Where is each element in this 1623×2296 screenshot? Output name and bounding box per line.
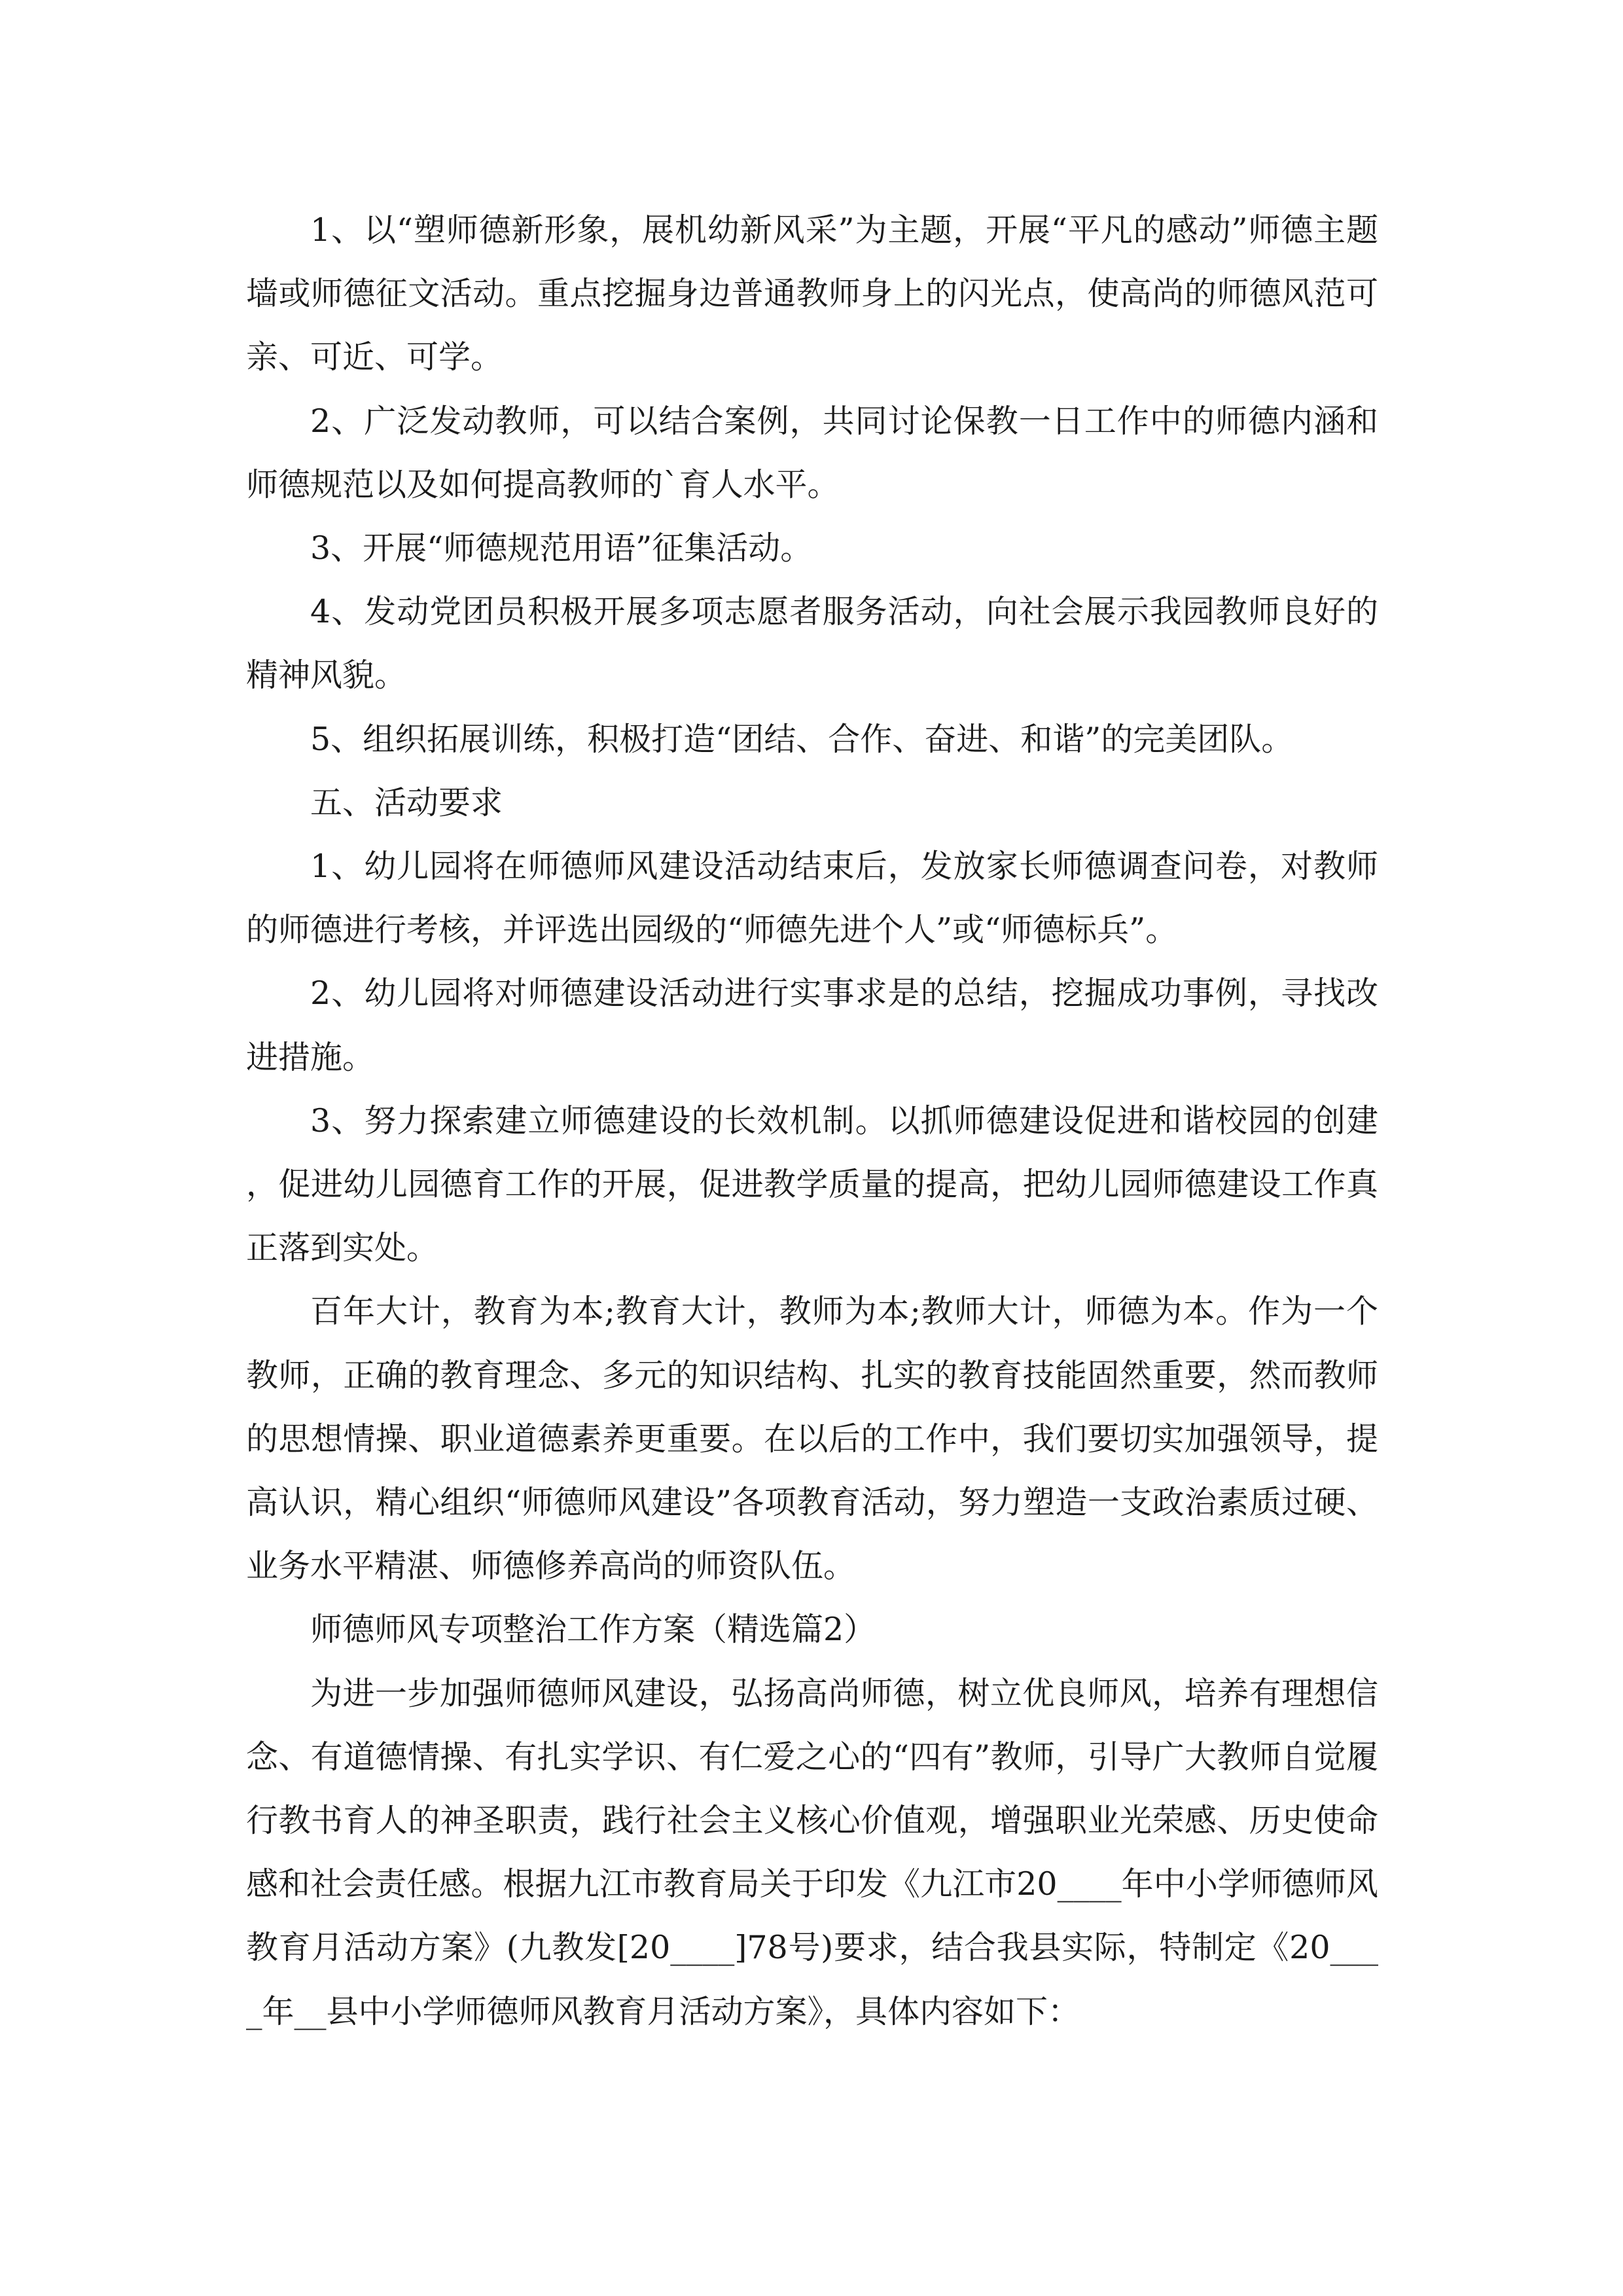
paragraph-requirement-2: 2、幼儿园将对师德建设活动进行实事求是的总结，挖掘成功事例，寻找改进措施。	[246, 975, 1378, 1076]
section-heading-requirements: 五、活动要求	[310, 783, 503, 821]
paragraph-activity-3: 3、开展“师德规范用语”征集活动。	[310, 529, 813, 567]
paragraph-plan-intro: 为进一步加强师德师风建设，弘扬高尚师德，树立优良师风，培养有理想信念、有道德情操、有扎实学识、有仁爱之心的“四有”教师，引导广大教师自觉履行教书育人的神圣职责，践行社会主义核心价值观，增强职业光荣感、历史使命感和社会责任感。根据九江市教育局关于印发《九江市20____年中小学师德师风教育月活动方案》(九教发[20____]78号)要求，结合我县实际，特制定《20____年__县中小学师德师风教育月活动方案》，具体内容如下：	[246, 1674, 1378, 2030]
plan-title-part-2: 师德师风专项整治工作方案（精选篇2）	[310, 1611, 876, 1649]
paragraph-conclusion: 百年大计，教育为本;教育大计，教师为本;教师大计，师德为本。作为一个教师，正确的教育理念、多元的知识结构、扎实的教育技能固然重要，然而教师的思想情操、职业道德素养更重要。在以后的工作中，我们要切实加强领导，提高认识，精心组织“师德师风建设”各项教育活动，努力塑造一支政治素质过硬、业务水平精湛、师德修养高尚的师资队伍。	[246, 1293, 1378, 1585]
paragraph-requirement-3: 3、努力探索建立师德建设的长效机制。以抓师德建设促进和谐校园的创建，促进幼儿园德育工作的开展，促进教学质量的提高，把幼儿园师德建设工作真正落到实处。	[246, 1102, 1378, 1267]
paragraph-activity-2: 2、广泛发动教师，可以结合案例，共同讨论保教一日工作中的师德内涵和师德规范以及如何提高教师的`育人水平。	[246, 402, 1378, 503]
paragraph-activity-5: 5、组织拓展训练，积极打造“团结、合作、奋进、和谐”的完美团队。	[310, 720, 1294, 758]
document-body	[246, 198, 1378, 2043]
paragraph-activity-1: 1、以“塑师德新形象，展机幼新风采”为主题，开展“平凡的感动”师德主题墙或师德征文活动。重点挖掘身边普通教师身上的闪光点，使高尚的师德风范可亲、可近、可学。	[246, 211, 1378, 376]
paragraph-requirement-1: 1、幼儿园将在师德师风建设活动结束后，发放家长师德调查问卷，对教师的师德进行考核，并评选出园级的“师德先进个人”或“师德标兵”。	[246, 848, 1378, 949]
paragraph-activity-4: 4、发动党团员积极开展多项志愿者服务活动，向社会展示我园教师良好的精神风貌。	[246, 593, 1378, 694]
